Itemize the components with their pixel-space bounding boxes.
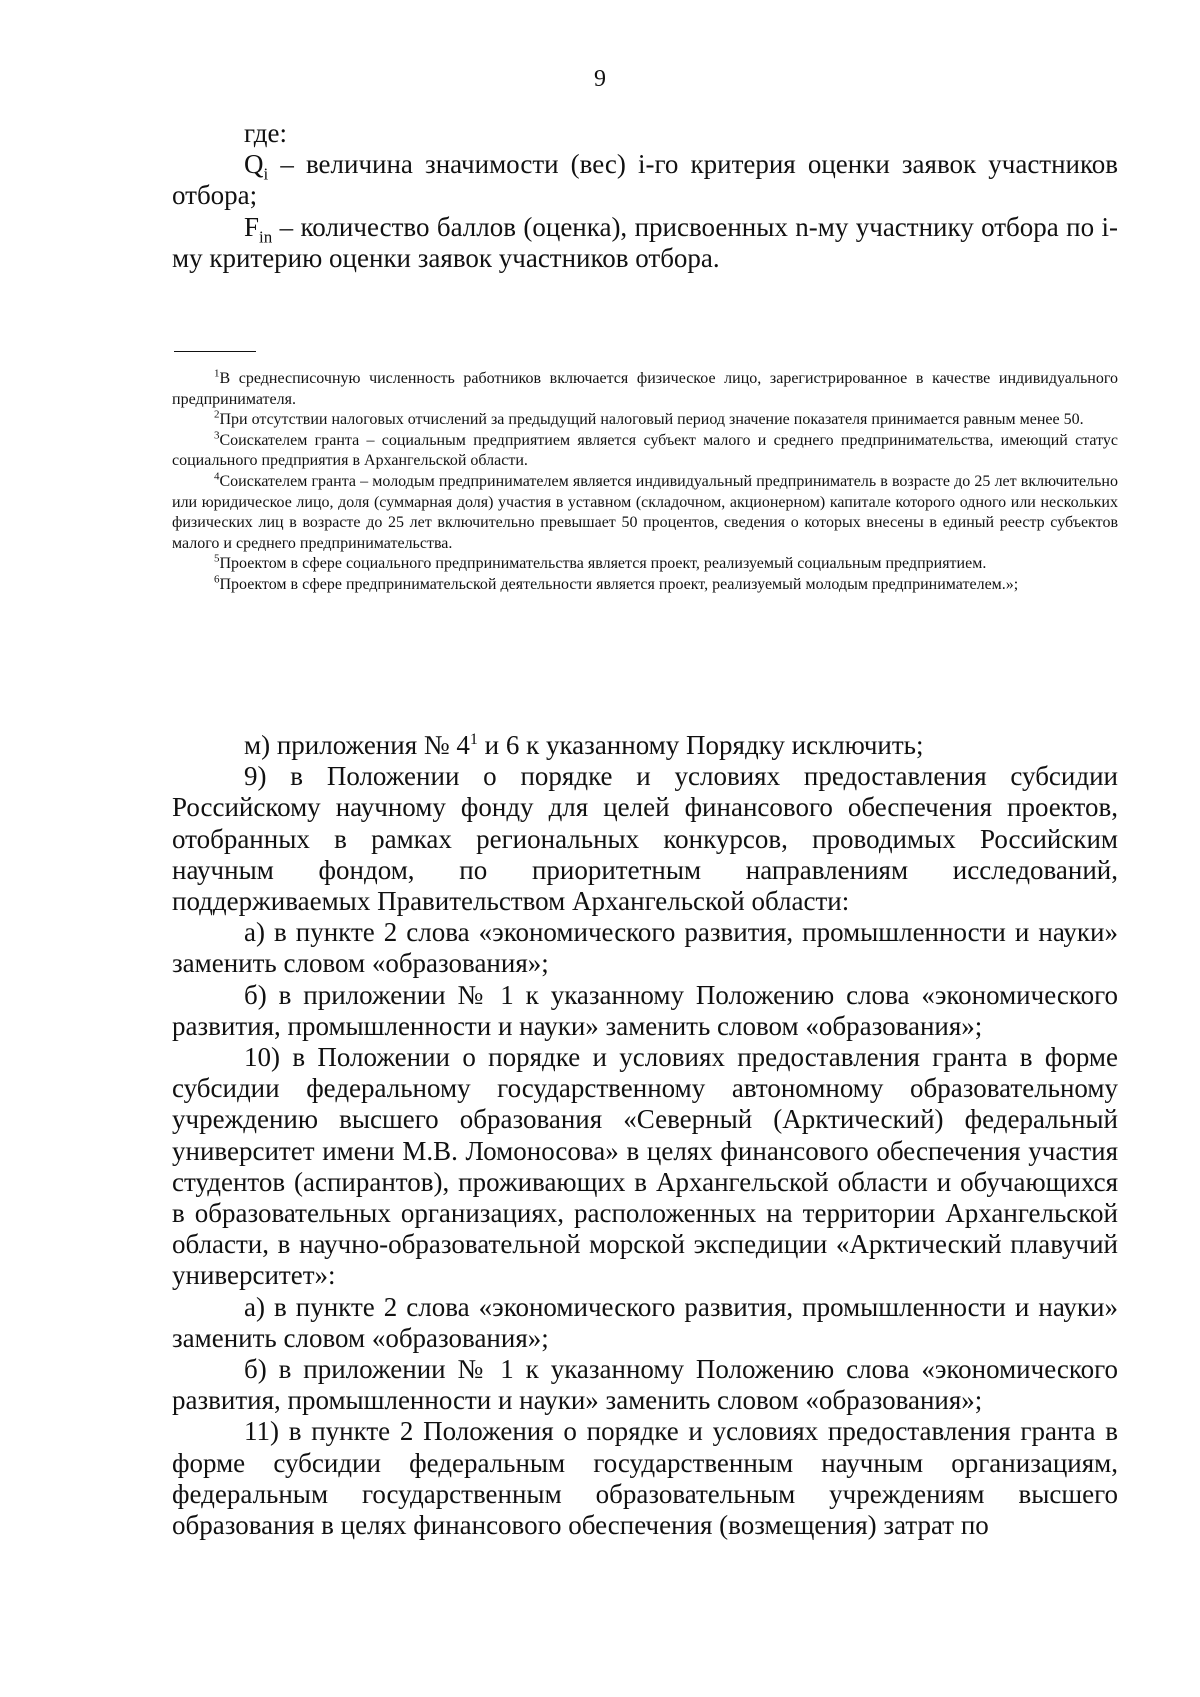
footnote [172,431,1118,472]
intro-block [172,118,1118,274]
footnote-mark: 1 [214,367,220,380]
paragraph-11: 11) в пункте 2 Положения о порядке и условиях предоставления гранта в форме субсидии федеральным государственным научным организациям, федеральным государственным образовательным учреждениям высшего образования в целях финансового обеспечения (возмещения) затрат по [172,1416,1118,1541]
footnote-text: В среднесписочную численность работников включается физическое лицо, зарегистрированное в качестве индивидуального предпринимателя. [172,370,1118,408]
f-text: – количество баллов (оценка), присвоенных n-му участнику отбора по i-му критерию оценки заявок участников отбора. [172,211,1118,273]
footnote-mark: 2 [214,408,220,421]
footnote-mark: 6 [214,573,220,586]
paragraph-9: 9) в Положении о порядке и условиях предоставления субсидии Российскому научному фонду для целей финансового обеспечения проектов, отобранных в рамках региональных конкурсов, проводимых Российским научным фондом, по приоритетным направлениям исследований, поддерживаемых Правительством Архангельской области: [172,761,1118,917]
footnote-text: Проектом в сфере предпринимательской деятельности является проект, реализуемый молодым предпринимателем.»; [219,575,1019,593]
paragraph-10: 10) в Положении о порядке и условиях предоставления гранта в форме субсидии федеральному государственному автономному образовательному учреждению высшего образования «Северный (Арктический) федеральный университет имени М.В. Ломоносова» в целях финансового обеспечения участия студентов (аспирантов), проживающих в Архангельской области и обучающихся в образовательных организациях, расположенных на территории Архангельской области, в научно-образовательной морской экспедиции «Арктический плавучий университет»: [172,1042,1118,1291]
footnote [172,410,1118,431]
footnote-text: Соискателем гранта – молодым предпринимателем является индивидуальный предприниматель в возрасте до 25 лет включительно или юридическое лицо, доля (суммарная доля) участия в уставном (складочном, акционерном) капитале которого одного или нескольких физических лиц в возрасте до 25 лет включительно превышает 50 процентов, сведения о которых внесены в единый реестр субъектов малого и среднего предпринимательства. [172,472,1118,552]
footnote-separator [174,351,256,352]
footnotes [172,369,1118,596]
paragraph-m-start: м) приложения № 4 [244,730,470,760]
footnote [172,554,1118,575]
paragraph-m-superscript: 1 [469,731,478,748]
paragraph-10a: а) в пункте 2 слова «экономического развития, промышленности и науки» заменить словом «образования»; [172,1291,1118,1353]
f-subscript: in [259,227,273,246]
footnote-text: Соискателем гранта – социальным предприятием является субъект малого и среднего предпринимательства, имеющий статус социального предприятия в Архангельской области. [172,431,1118,470]
f-symbol: F [244,211,260,242]
page-number: 9 [594,66,606,92]
q-text: – величина значимости (вес) i-го критерия оценки заявок участников отбора; [172,149,1118,211]
paragraph-m-end: и 6 к указанному Порядку исключить; [477,730,924,760]
footnote-mark: 5 [214,553,220,566]
main-body [172,730,1118,1541]
footnote [172,369,1118,410]
paragraph-10b: б) в приложении № 1 к указанному Положению слова «экономического развития, промышленности и науки» заменить словом «образования»; [172,1354,1118,1416]
paragraph-m [172,730,1118,761]
q-subscript: i [263,164,269,184]
footnote-text: Проектом в сфере социального предпринимательства является проект, реализуемый социальным предприятием. [219,555,987,573]
q-definition [172,149,1118,211]
footnote [172,575,1118,596]
f-definition [172,212,1118,274]
where-line: где: [244,118,287,148]
footnote-text: При отсутствии налоговых отчислений за предыдущий налоговый период значение показателя принимается равным менее 50. [219,411,1084,429]
q-symbol: Q [244,149,264,180]
footnote [172,472,1118,554]
paragraph-9a: а) в пункте 2 слова «экономического развития, промышленности и науки» заменить словом «образования»; [172,917,1118,979]
footnote-mark: 4 [214,470,220,483]
footnote-mark: 3 [214,429,220,442]
paragraph-9b: б) в приложении № 1 к указанному Положению слова «экономического развития, промышленности и науки» заменить словом «образования»; [172,979,1118,1041]
